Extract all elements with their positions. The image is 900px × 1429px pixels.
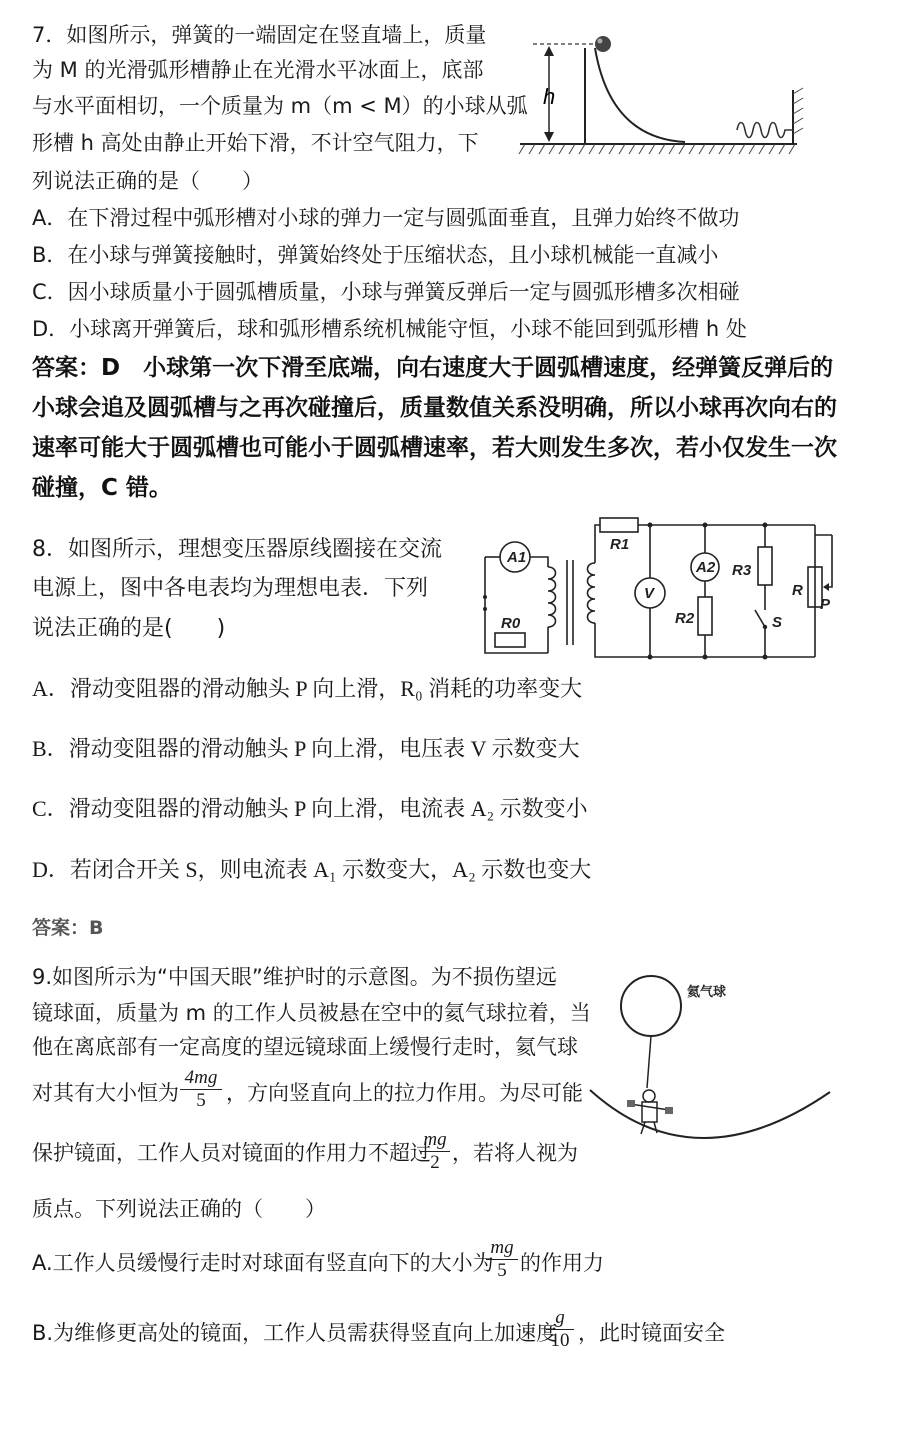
q8-r3-label: R3 xyxy=(732,562,752,579)
q9-option-a-pre: A.工作人员缓慢行走时对球面有竖直向下的大小为 xyxy=(32,1251,494,1275)
q8-v-label: V xyxy=(644,585,655,602)
q8-r-label: R xyxy=(792,582,803,599)
q9-frac1-den: 5 xyxy=(196,1090,206,1111)
q7-answer-line-3: 速率可能大于圆弧槽也可能小于圆弧槽速率，若大则发生多次，若小仅发生一次 xyxy=(32,435,837,461)
q8-r2-label: R2 xyxy=(675,610,695,627)
q9-option-a-post: 的作用力 xyxy=(520,1251,604,1275)
q8-answer: 答案：B xyxy=(32,917,104,939)
q9-frac2-num: mg xyxy=(423,1129,447,1150)
q9-fracB-num: g xyxy=(555,1307,565,1328)
q9-balloon-label: 氦气球 xyxy=(687,984,727,999)
q9-frac1-num: 4mg xyxy=(184,1067,218,1088)
q8-line-1: 8．如图所示，理想变压器原线圈接在交流 xyxy=(32,537,442,562)
q9-option-b-pre: B.为维修更高处的镜面，工作人员需获得竖直向上加速度 xyxy=(32,1321,558,1345)
q9-fraction-4mg-5 xyxy=(180,1068,222,1111)
q7-h-label: h xyxy=(543,84,556,109)
q9-fracA-num: mg xyxy=(490,1237,514,1258)
q8-a2-label: A2 xyxy=(696,559,716,576)
q7-option-a: A．在下滑过程中弧形槽对小球的弹力一定与圆弧面垂直，且弹力始终不做功 xyxy=(32,206,740,230)
q8-option-b: B．滑动变阻器的滑动触头 P 向上滑，电压表 V 示数变大 xyxy=(32,736,580,761)
q9-fraction-mg-2 xyxy=(420,1130,450,1173)
q7-option-d: D．小球离开弹簧后，球和弧形槽系统机械能守恒，小球不能回到弧形槽 h 处 xyxy=(32,317,747,341)
q9-line-3: 他在离底部有一定高度的望远镜球面上缓慢行走时，氦气球 xyxy=(32,1035,578,1059)
q8-p-label: P xyxy=(820,596,831,613)
q8-option-d: D．若闭合开关 S，则电流表 A₁ 示数变大，A₂ 示数也变大 xyxy=(32,857,592,882)
q7-line-5: 列说法正确的是（ ） xyxy=(32,169,263,193)
q7-line-2: 为 M 的光滑弧形槽静止在光滑水平冰面上，底部 xyxy=(32,58,484,82)
q9-frac2-den: 2 xyxy=(430,1152,440,1173)
q7-option-c: C．因小球质量小于圆弧槽质量，小球与弹簧反弹后一定与圆弧形槽多次相碰 xyxy=(32,280,740,304)
q8-line-3: 说法正确的是( ) xyxy=(32,616,226,641)
q7-line-4: 形槽 h 高处由静止开始下滑，不计空气阻力，下 xyxy=(32,131,479,155)
q7-line-3: 与水平面相切，一个质量为 m（m < M）的小球从弧 xyxy=(32,94,528,118)
q9-fracB-den: 10 xyxy=(550,1330,570,1351)
q8-option-c: C．滑动变阻器的滑动触头 P 向上滑，电流表 A₂ 示数变小 xyxy=(32,796,588,821)
q7-line-1: 7．如图所示，弹簧的一端固定在竖直墙上，质量 xyxy=(32,23,487,47)
q7-option-b: B．在小球与弹簧接触时，弹簧始终处于压缩状态，且小球机械能一直减小 xyxy=(32,243,719,267)
q8-line-2: 电源上，图中各电表均为理想电表．下列 xyxy=(32,576,429,601)
q8-a1-label: A1 xyxy=(507,549,527,566)
q7-figure xyxy=(515,28,815,163)
q9-fracA-den: 5 xyxy=(497,1260,507,1281)
q9-option-a-fraction xyxy=(486,1238,518,1281)
q9-line-2: 镜球面，质量为 m 的工作人员被悬在空中的氦气球拉着，当 xyxy=(32,1001,591,1025)
q9-figure xyxy=(585,970,845,1155)
q9-line-1: 9.如图所示为“中国天眼”维护时的示意图。为不损伤望远 xyxy=(32,965,557,989)
q9-line-6: 质点。下列说法正确的（ ） xyxy=(32,1197,326,1221)
q8-s-label: S xyxy=(772,614,783,631)
q8-r1-label: R1 xyxy=(610,536,630,553)
q9-option-b-post: ，此时镜面安全 xyxy=(578,1321,725,1345)
q8-r0-label: R0 xyxy=(501,615,521,632)
q9-option-b-fraction xyxy=(546,1308,574,1351)
q9-line-5-post: ，若将人视为 xyxy=(452,1141,578,1165)
q7-answer-line-4: 碰撞，C 错。 xyxy=(32,475,172,501)
q9-line-4-pre: 对其有大小恒为 xyxy=(32,1081,179,1105)
q7-answer-line-2: 小球会追及圆弧槽与之再次碰撞后，质量数值关系没明确，所以小球再次向右的 xyxy=(32,395,837,421)
q8-circuit-figure xyxy=(470,515,845,665)
q9-line-5-pre: 保护镜面，工作人员对镜面的作用力不超过 xyxy=(32,1141,431,1165)
q9-line-4-post: ，方向竖直向上的拉力作用。为尽可能 xyxy=(226,1081,583,1105)
q7-answer-line-1: 答案：D 小球第一次下滑至底端，向右速度大于圆弧槽速度，经弹簧反弹后的 xyxy=(32,355,834,381)
q8-option-a: A．滑动变阻器的滑动触头 P 向上滑，R₀ 消耗的功率变大 xyxy=(32,676,583,701)
